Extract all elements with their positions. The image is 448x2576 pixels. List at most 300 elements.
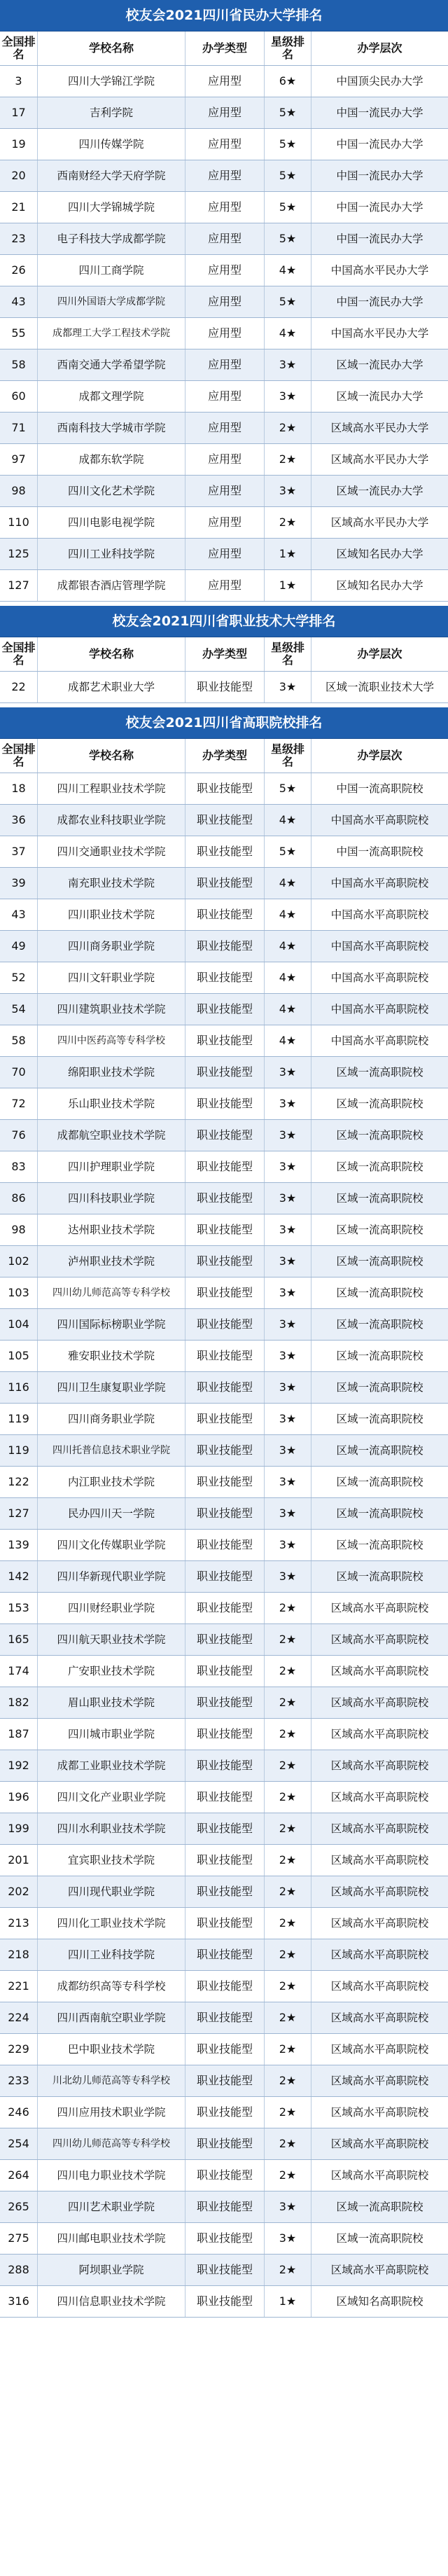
table-row	[0, 1214, 448, 1246]
rank-cell: 103	[0, 1277, 38, 1308]
rank-cell: 246	[0, 2097, 38, 2128]
school-name-cell: 四川艺术职业学院	[38, 2191, 186, 2222]
school-type-cell: 职业技能型	[186, 1498, 265, 1529]
star-rating-cell: 4★	[265, 255, 312, 286]
star-rating-cell: 3★	[265, 1404, 312, 1434]
star-rating-cell: 5★	[265, 160, 312, 191]
school-level-cell: 区域一流高职院校	[336, 1318, 424, 1331]
school-level-cell: 区域一流高职院校	[336, 1255, 424, 1268]
star-rating-cell: 4★	[265, 899, 312, 930]
school-name-cell: 西南交通大学希望学院	[38, 349, 186, 380]
school-type-cell: 职业技能型	[186, 1309, 265, 1340]
school-name-cell: 宜宾职业技术学院	[38, 1845, 186, 1876]
table-row	[0, 899, 448, 931]
school-level-cell: 区域知名民办大学	[336, 548, 424, 560]
school-level-cell: 区域知名民办大学	[336, 579, 424, 592]
school-level-cell: 区域一流高职院校	[336, 1350, 424, 1362]
section-title: 校友会2021四川省民办大学排名	[0, 0, 448, 32]
star-rating-cell: 2★	[265, 1656, 312, 1687]
school-type-cell: 应用型	[186, 381, 265, 412]
table-row	[0, 1750, 448, 1782]
rank-cell: 102	[0, 1246, 38, 1277]
school-level-cell: 区域高水平高职院校	[330, 1633, 429, 1646]
rank-cell: 288	[0, 2255, 38, 2285]
school-level-cell: 区域高水平高职院校	[330, 2011, 429, 2024]
header-rank-cell: 全国排名	[0, 739, 38, 773]
star-rating-cell: 2★	[265, 1813, 312, 1844]
table-row	[0, 318, 448, 349]
table-header-row	[0, 739, 448, 773]
school-name-cell: 四川外国语大学成都学院	[38, 286, 186, 317]
school-name-cell: 内江职业技术学院	[38, 1467, 186, 1497]
table-row	[0, 381, 448, 413]
star-rating-cell: 4★	[265, 318, 312, 349]
star-rating-cell: 4★	[265, 1025, 312, 1056]
star-rating-cell: 3★	[265, 1498, 312, 1529]
school-name-cell: 四川财经职业学院	[38, 1593, 186, 1623]
rank-cell: 275	[0, 2223, 38, 2254]
header-school-level-cell: 办学层次	[357, 647, 402, 660]
school-name-cell: 四川电影电视学院	[38, 507, 186, 538]
star-rating-cell: 3★	[265, 381, 312, 412]
school-type-cell: 应用型	[186, 570, 265, 601]
table-row	[0, 1057, 448, 1088]
table-row	[0, 2002, 448, 2034]
rank-cell: 22	[0, 672, 38, 702]
star-rating-cell: 4★	[265, 868, 312, 899]
star-rating-cell: 2★	[265, 1750, 312, 1781]
school-name-cell: 四川卫生康复职业学院	[38, 1372, 186, 1403]
star-rating-cell: 2★	[265, 1782, 312, 1813]
school-level-cell: 中国高水平民办大学	[330, 327, 429, 340]
table-row	[0, 1971, 448, 2002]
school-level-cell: 区域一流高职院校	[336, 1097, 424, 1110]
table-row	[0, 1876, 448, 1908]
section-title: 校友会2021四川省职业技术大学排名	[0, 606, 448, 637]
rank-cell: 98	[0, 476, 38, 506]
rank-cell: 58	[0, 349, 38, 380]
table-row	[0, 2223, 448, 2255]
school-type-cell: 职业技能型	[186, 1687, 265, 1718]
school-type-cell: 职业技能型	[186, 1151, 265, 1182]
rank-cell: 202	[0, 1876, 38, 1907]
rank-cell: 221	[0, 1971, 38, 2002]
rank-cell: 199	[0, 1813, 38, 1844]
table-row	[0, 160, 448, 192]
rank-cell: 105	[0, 1341, 38, 1371]
school-type-cell: 职业技能型	[186, 931, 265, 962]
school-level-cell: 区域高水平高职院校	[330, 1822, 429, 1835]
school-level-cell: 区域高水平高职院校	[330, 1885, 429, 1898]
school-type-cell: 应用型	[186, 66, 265, 97]
star-rating-cell: 5★	[265, 223, 312, 254]
school-level-cell: 区域高水平高职院校	[330, 1728, 429, 1740]
school-level-cell: 区域一流高职院校	[336, 2232, 424, 2245]
school-type-cell: 职业技能型	[186, 2191, 265, 2222]
star-rating-cell: 3★	[265, 1467, 312, 1497]
table-row	[0, 66, 448, 97]
table-row	[0, 1530, 448, 1561]
header-star-rating-cell: 星级排名	[265, 739, 312, 773]
table-header-row	[0, 637, 448, 672]
rank-cell: 139	[0, 1530, 38, 1560]
school-type-cell: 职业技能型	[186, 1435, 265, 1466]
star-rating-cell: 4★	[265, 994, 312, 1025]
school-type-cell: 职业技能型	[186, 962, 265, 993]
school-type-cell: 职业技能型	[186, 1719, 265, 1750]
school-name-cell: 四川邮电职业技术学院	[38, 2223, 186, 2254]
school-type-cell: 应用型	[186, 318, 265, 349]
star-rating-cell: 6★	[265, 66, 312, 97]
school-type-cell: 应用型	[186, 255, 265, 286]
school-level-cell: 区域高水平高职院校	[330, 1696, 429, 1709]
table-row	[0, 1088, 448, 1120]
table-row	[0, 1561, 448, 1593]
school-level-cell: 区域高水平高职院校	[330, 2138, 429, 2150]
table-row	[0, 931, 448, 962]
header-school-name-cell: 学校名称	[38, 739, 186, 773]
school-type-cell: 职业技能型	[186, 1214, 265, 1245]
star-rating-cell: 2★	[265, 1687, 312, 1718]
rank-cell: 229	[0, 2034, 38, 2065]
rank-cell: 52	[0, 962, 38, 993]
school-name-cell: 四川商务职业学院	[38, 1404, 186, 1434]
star-rating-cell: 1★	[265, 570, 312, 601]
school-name-cell: 四川化工职业技术学院	[38, 1908, 186, 1939]
school-type-cell: 职业技能型	[186, 1277, 265, 1308]
school-type-cell: 职业技能型	[186, 1624, 265, 1655]
school-type-cell: 职业技能型	[186, 1939, 265, 1970]
school-type-cell: 职业技能型	[186, 1246, 265, 1277]
rank-cell: 70	[0, 1057, 38, 1088]
table-row	[0, 836, 448, 868]
school-type-cell: 应用型	[186, 160, 265, 191]
school-type-cell: 应用型	[186, 507, 265, 538]
rank-cell: 55	[0, 318, 38, 349]
star-rating-cell: 5★	[265, 192, 312, 223]
school-type-cell: 职业技能型	[186, 2160, 265, 2191]
school-name-cell: 成都理工大学工程技术学院	[38, 318, 186, 349]
star-rating-cell: 3★	[265, 1246, 312, 1277]
star-rating-cell: 2★	[265, 444, 312, 475]
school-level-cell: 中国一流民办大学	[336, 138, 424, 151]
table-row	[0, 1183, 448, 1214]
school-level-cell: 中国一流民办大学	[336, 296, 424, 308]
school-name-cell: 四川航天职业技术学院	[38, 1624, 186, 1655]
rank-cell: 23	[0, 223, 38, 254]
table-row	[0, 2191, 448, 2223]
rank-cell: 97	[0, 444, 38, 475]
school-name-cell: 四川幼儿师范高等专科学校	[38, 1277, 186, 1308]
school-type-cell: 职业技能型	[186, 2002, 265, 2033]
school-type-cell: 职业技能型	[186, 2128, 265, 2159]
school-type-cell: 职业技能型	[186, 2286, 265, 2317]
school-level-cell: 区域高水平高职院校	[330, 2106, 429, 2119]
rank-cell: 125	[0, 539, 38, 569]
rank-cell: 49	[0, 931, 38, 962]
school-level-cell: 区域一流高职院校	[336, 1476, 424, 1488]
rank-cell: 17	[0, 97, 38, 128]
table-row	[0, 223, 448, 255]
header-school-type-cell: 办学类型	[186, 739, 265, 773]
school-type-cell: 职业技能型	[186, 1782, 265, 1813]
school-level-cell: 区域一流民办大学	[336, 485, 424, 497]
star-rating-cell: 3★	[265, 1435, 312, 1466]
star-rating-cell: 2★	[265, 1939, 312, 1970]
school-type-cell: 职业技能型	[186, 899, 265, 930]
school-name-cell: 四川传媒学院	[38, 129, 186, 160]
school-name-cell: 成都航空职业技术学院	[38, 1120, 186, 1151]
rank-cell: 83	[0, 1151, 38, 1182]
school-name-cell: 四川建筑职业技术学院	[38, 994, 186, 1025]
rank-cell: 18	[0, 773, 38, 804]
table-row	[0, 1498, 448, 1530]
school-level-cell: 中国一流高职院校	[336, 782, 424, 795]
rank-cell: 165	[0, 1624, 38, 1655]
table-row	[0, 1151, 448, 1183]
star-rating-cell: 5★	[265, 773, 312, 804]
table-row	[0, 476, 448, 507]
school-level-cell: 区域高水平高职院校	[330, 1759, 429, 1772]
table-row	[0, 1467, 448, 1498]
star-rating-cell: 1★	[265, 2286, 312, 2317]
school-name-cell: 四川西南航空职业学院	[38, 2002, 186, 2033]
school-level-cell: 区域高水平高职院校	[330, 2264, 429, 2276]
school-name-cell: 四川商务职业学院	[38, 931, 186, 962]
header-rank-cell: 全国排名	[0, 32, 38, 65]
school-name-cell: 广安职业技术学院	[38, 1656, 186, 1687]
rank-cell: 201	[0, 1845, 38, 1876]
school-name-cell: 眉山职业技术学院	[38, 1687, 186, 1718]
school-type-cell: 应用型	[186, 97, 265, 128]
rank-cell: 213	[0, 1908, 38, 1939]
table-row	[0, 570, 448, 602]
table-row	[0, 1845, 448, 1876]
school-type-cell: 职业技能型	[186, 1530, 265, 1560]
school-type-cell: 职业技能型	[186, 836, 265, 867]
star-rating-cell: 4★	[265, 931, 312, 962]
rank-cell: 127	[0, 570, 38, 601]
table-row	[0, 192, 448, 223]
rank-cell: 127	[0, 1498, 38, 1529]
school-name-cell: 四川大学锦江学院	[38, 66, 186, 97]
school-type-cell: 职业技能型	[186, 1372, 265, 1403]
school-level-cell: 区域高水平高职院校	[330, 2075, 429, 2087]
school-level-cell: 区域一流高职院校	[336, 1129, 424, 1142]
school-level-cell: 区域一流高职院校	[336, 1381, 424, 1394]
star-rating-cell: 3★	[265, 2191, 312, 2222]
star-rating-cell: 4★	[265, 962, 312, 993]
school-name-cell: 雅安职业技术学院	[38, 1341, 186, 1371]
school-type-cell: 应用型	[186, 444, 265, 475]
school-level-cell: 区域高水平高职院校	[330, 2169, 429, 2182]
school-level-cell: 中国高水平高职院校	[330, 877, 429, 889]
school-type-cell: 职业技能型	[186, 2034, 265, 2065]
star-rating-cell: 5★	[265, 836, 312, 867]
school-level-cell: 中国一流高职院校	[336, 845, 424, 858]
school-level-cell: 中国一流民办大学	[336, 233, 424, 245]
school-level-cell: 区域高水平高职院校	[330, 1948, 429, 1961]
star-rating-cell: 3★	[265, 1214, 312, 1245]
school-type-cell: 职业技能型	[186, 2065, 265, 2096]
table-row	[0, 255, 448, 286]
school-name-cell: 四川职业技术学院	[38, 899, 186, 930]
rank-cell: 192	[0, 1750, 38, 1781]
school-level-cell: 区域一流职业技术大学	[325, 681, 434, 693]
school-level-cell: 区域高水平高职院校	[330, 2043, 429, 2056]
school-name-cell: 四川国际标榜职业学院	[38, 1309, 186, 1340]
table-row	[0, 1624, 448, 1656]
school-name-cell: 成都纺织高等专科学校	[38, 1971, 186, 2002]
rank-cell: 224	[0, 2002, 38, 2033]
school-name-cell: 川北幼儿师范高等专科学校	[38, 2065, 186, 2096]
school-type-cell: 职业技能型	[186, 1057, 265, 1088]
rank-cell: 76	[0, 1120, 38, 1151]
school-level-cell: 区域一流高职院校	[336, 2201, 424, 2213]
rank-cell: 153	[0, 1593, 38, 1623]
school-type-cell: 职业技能型	[186, 1971, 265, 2002]
star-rating-cell: 2★	[265, 2065, 312, 2096]
school-name-cell: 成都银杏酒店管理学院	[38, 570, 186, 601]
rank-cell: 218	[0, 1939, 38, 1970]
table-row	[0, 1782, 448, 1813]
rank-cell: 233	[0, 2065, 38, 2096]
school-level-cell: 中国一流民办大学	[336, 169, 424, 182]
table-row	[0, 1908, 448, 1939]
school-name-cell: 阿坝职业学院	[38, 2255, 186, 2285]
school-level-cell: 中国高水平高职院校	[330, 940, 429, 953]
school-type-cell: 应用型	[186, 539, 265, 569]
school-level-cell: 区域高水平高职院校	[330, 1854, 429, 1867]
table-row	[0, 1593, 448, 1624]
school-type-cell: 职业技能型	[186, 1404, 265, 1434]
table-row	[0, 2286, 448, 2318]
school-level-cell: 区域一流高职院校	[336, 1539, 424, 1551]
star-rating-cell: 3★	[265, 476, 312, 506]
school-type-cell: 职业技能型	[186, 2097, 265, 2128]
table-row	[0, 349, 448, 381]
school-type-cell: 职业技能型	[186, 1341, 265, 1371]
school-name-cell: 四川幼儿师范高等专科学校	[38, 2128, 186, 2159]
school-name-cell: 达州职业技术学院	[38, 1214, 186, 1245]
school-type-cell: 职业技能型	[186, 1467, 265, 1497]
star-rating-cell: 3★	[265, 1088, 312, 1119]
school-level-cell: 区域高水平高职院校	[330, 1980, 429, 1993]
table-row	[0, 868, 448, 899]
star-rating-cell: 3★	[265, 1561, 312, 1592]
school-type-cell: 职业技能型	[186, 2255, 265, 2285]
star-rating-cell: 3★	[265, 1057, 312, 1088]
school-level-cell: 区域一流高职院校	[336, 1287, 424, 1299]
table-row	[0, 2160, 448, 2191]
school-name-cell: 四川华新现代职业学院	[38, 1561, 186, 1592]
school-type-cell: 职业技能型	[186, 1025, 265, 1056]
school-name-cell: 西南财经大学天府学院	[38, 160, 186, 191]
school-name-cell: 电子科技大学成都学院	[38, 223, 186, 254]
school-name-cell: 民办四川天一学院	[38, 1498, 186, 1529]
rank-cell: 264	[0, 2160, 38, 2191]
star-rating-cell: 2★	[265, 1845, 312, 1876]
school-name-cell: 四川工业科技学院	[38, 1939, 186, 1970]
rank-cell: 119	[0, 1404, 38, 1434]
school-name-cell: 四川工程职业技术学院	[38, 773, 186, 804]
school-level-cell: 区域一流高职院校	[336, 1224, 424, 1236]
table-row	[0, 539, 448, 570]
table-row	[0, 994, 448, 1025]
rank-cell: 21	[0, 192, 38, 223]
star-rating-cell: 3★	[265, 1372, 312, 1403]
rank-cell: 43	[0, 286, 38, 317]
table-row	[0, 1309, 448, 1341]
school-level-cell: 区域一流民办大学	[336, 390, 424, 403]
table-row	[0, 672, 448, 703]
table-row	[0, 2128, 448, 2160]
school-name-cell: 四川水利职业技术学院	[38, 1813, 186, 1844]
star-rating-cell: 2★	[265, 2255, 312, 2285]
star-rating-cell: 4★	[265, 805, 312, 836]
star-rating-cell: 2★	[265, 1593, 312, 1623]
table-row	[0, 962, 448, 994]
rank-cell: 119	[0, 1435, 38, 1466]
star-rating-cell: 2★	[265, 1719, 312, 1750]
rank-cell: 58	[0, 1025, 38, 1056]
ranking-section	[0, 0, 448, 602]
rank-cell: 39	[0, 868, 38, 899]
school-name-cell: 四川护理职业学院	[38, 1151, 186, 1182]
star-rating-cell: 2★	[265, 2128, 312, 2159]
school-type-cell: 职业技能型	[186, 868, 265, 899]
school-level-cell: 区域一流高职院校	[336, 1192, 424, 1205]
table-row	[0, 2255, 448, 2286]
star-rating-cell: 2★	[265, 1971, 312, 2002]
school-name-cell: 吉利学院	[38, 97, 186, 128]
table-row	[0, 2034, 448, 2065]
rank-cell: 71	[0, 413, 38, 443]
rank-cell: 316	[0, 2286, 38, 2317]
star-rating-cell: 3★	[265, 1530, 312, 1560]
school-name-cell: 四川现代职业学院	[38, 1876, 186, 1907]
school-level-cell: 区域高水平民办大学	[330, 453, 429, 466]
school-name-cell: 四川交通职业技术学院	[38, 836, 186, 867]
school-level-cell: 中国高水平高职院校	[330, 814, 429, 826]
school-type-cell: 职业技能型	[186, 1088, 265, 1119]
table-row	[0, 1341, 448, 1372]
star-rating-cell: 5★	[265, 129, 312, 160]
table-row	[0, 1120, 448, 1151]
school-type-cell: 职业技能型	[186, 1876, 265, 1907]
school-type-cell: 应用型	[186, 286, 265, 317]
rank-cell: 104	[0, 1309, 38, 1340]
school-name-cell: 四川科技职业学院	[38, 1183, 186, 1214]
school-name-cell: 四川工业科技学院	[38, 539, 186, 569]
school-type-cell: 职业技能型	[186, 773, 265, 804]
rank-cell: 98	[0, 1214, 38, 1245]
table-row	[0, 1435, 448, 1467]
school-level-cell: 中国高水平高职院校	[330, 1034, 429, 1047]
school-level-cell: 区域高水平高职院校	[330, 1917, 429, 1930]
rank-cell: 72	[0, 1088, 38, 1119]
school-level-cell: 区域高水平民办大学	[330, 422, 429, 434]
rank-cell: 43	[0, 899, 38, 930]
school-type-cell: 职业技能型	[186, 1120, 265, 1151]
school-name-cell: 四川文轩职业学院	[38, 962, 186, 993]
school-type-cell: 职业技能型	[186, 1750, 265, 1781]
table-row	[0, 2097, 448, 2128]
school-name-cell: 成都艺术职业大学	[38, 672, 186, 702]
table-row	[0, 1372, 448, 1404]
header-school-type-cell: 办学类型	[186, 637, 265, 671]
table-header-row	[0, 32, 448, 66]
